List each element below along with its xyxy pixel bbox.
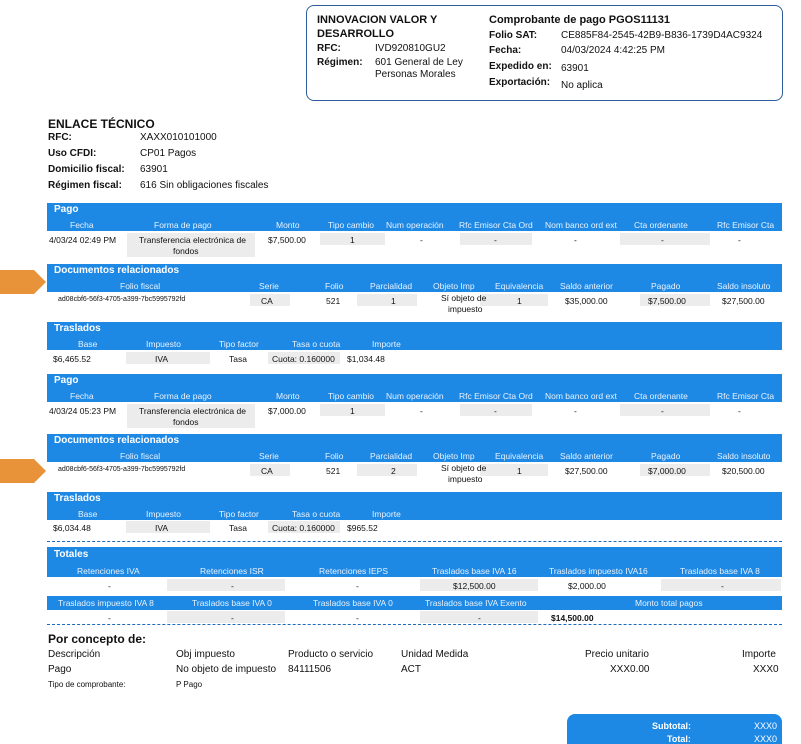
- arrow-marker-1: [0, 270, 46, 294]
- parcialidad-bg-2: [357, 464, 417, 476]
- receiver-rfc: XAXX010101000: [140, 132, 217, 143]
- tot-base-iva0-b: -: [356, 613, 359, 623]
- concepto-importe: XXX0: [753, 664, 779, 675]
- traslados-title-1: Traslados: [54, 323, 101, 334]
- col-folio-fiscal-1: Folio fiscal: [120, 281, 161, 291]
- col-importe-1: Importe: [372, 339, 401, 349]
- pago-nom-banco-1: -: [574, 235, 577, 245]
- cta-ord-bg-1: [620, 233, 710, 245]
- divider-dashed-2: [47, 624, 782, 625]
- tras-tasa-2: Cuota: 0.160000: [272, 523, 335, 533]
- col-objeto-1: Objeto Imp: [433, 281, 475, 291]
- col-base-2: Base: [78, 509, 98, 519]
- tot-imp-iva8-label: Traslados impuesto IVA 8: [58, 598, 154, 608]
- pago-cta-ord-2: -: [661, 406, 664, 416]
- tot-imp-iva8: -: [108, 613, 111, 623]
- col-num-op-1: Num operación: [386, 220, 444, 230]
- pago-num-op-2: -: [420, 406, 423, 416]
- tot-ret-iva: -: [108, 581, 111, 591]
- col-fecha-2: Fecha: [70, 391, 94, 401]
- concepto-descripcion: Pago: [48, 664, 72, 675]
- receiver-rfc-label: RFC:: [48, 132, 72, 143]
- fecha: 04/03/2024 4:42:25 PM: [561, 45, 665, 56]
- issuer-regimen-label: Régimen:: [317, 57, 363, 68]
- tot-base-exento-label: Traslados base IVA Exento: [425, 598, 527, 608]
- concepto-h-precio: Precio unitario: [585, 649, 649, 660]
- pago-rfc-cta-2: -: [738, 406, 741, 416]
- pago-num-op-1: -: [420, 235, 423, 245]
- concepto-h-producto: Producto o servicio: [288, 649, 374, 660]
- col-tipo-cambio-1: Tipo cambio: [328, 220, 374, 230]
- issuer-rfc: IVD920810GU2: [375, 43, 446, 54]
- col-rfc-emisor-2: Rfc Emisor Cta Ord: [459, 391, 533, 401]
- col-pagado-2: Pagado: [651, 451, 681, 461]
- col-tasa-2: Tasa o cuota: [292, 509, 341, 519]
- col-parcialidad-1: Parcialidad: [370, 281, 413, 291]
- doc-parcialidad-1: 1: [391, 296, 396, 306]
- col-nom-banco-2: Nom banco ord ext: [545, 391, 617, 401]
- col-num-op-2: Num operación: [386, 391, 444, 401]
- receiver-regimen: 616 Sin obligaciones fiscales: [140, 180, 269, 191]
- concepto-precio: XXX0.00: [610, 664, 650, 675]
- pago-title-1: Pago: [54, 204, 79, 215]
- pago-fecha-1: 4/03/24 02:49 PM: [49, 235, 117, 245]
- doc-parcialidad-2: 2: [391, 466, 396, 476]
- col-saldo-ant-2: Saldo anterior: [560, 451, 613, 461]
- col-tipo-factor-2: Tipo factor: [219, 509, 259, 519]
- tras-impuesto-1: IVA: [155, 354, 169, 364]
- col-serie-1: Serie: [259, 281, 279, 291]
- doc-objeto-line2-1: impuesto: [448, 304, 483, 314]
- receiver-regimen-label: Régimen fiscal:: [48, 180, 122, 191]
- doc-folio-1: 521: [326, 296, 341, 306]
- concepto-obj: No objeto de impuesto: [176, 664, 277, 675]
- pago-tipo-cambio-1: 1: [350, 235, 355, 245]
- doc-pagado-2: $7,000.00: [648, 466, 686, 476]
- tot-base-iva0-a: -: [231, 613, 234, 623]
- pago-tipo-cambio-2: 1: [350, 406, 355, 416]
- doc-objeto-line1-2: Sí objeto de: [441, 463, 487, 473]
- tot-ret-isr: -: [231, 581, 234, 591]
- col-saldo-ins-1: Saldo insoluto: [717, 281, 771, 291]
- col-cta-ord-1: Cta ordenante: [634, 220, 688, 230]
- tot-base-iva16-label: Traslados base IVA 16: [432, 566, 517, 576]
- issuer-rfc-label: RFC:: [317, 43, 341, 54]
- concepto-title: Por concepto de:: [48, 632, 147, 646]
- tras-base-1: $6,465.52: [53, 354, 91, 364]
- tipo-comprobante-label: Tipo de comprobante:: [48, 680, 126, 689]
- col-folio-fiscal-2: Folio fiscal: [120, 451, 161, 461]
- tras-tipo-factor-2: Tasa: [229, 523, 247, 533]
- tras-impuesto-2: IVA: [155, 523, 169, 533]
- tot-monto-total-label: Monto total pagos: [635, 598, 703, 608]
- col-tipo-cambio-2: Tipo cambio: [328, 391, 374, 401]
- col-base-1: Base: [78, 339, 98, 349]
- fecha-label: Fecha:: [489, 45, 522, 56]
- exportacion: No aplica: [561, 80, 603, 91]
- col-tipo-factor-1: Tipo factor: [219, 339, 259, 349]
- receiver-name: ENLACE TÉCNICO: [48, 117, 155, 131]
- pago-title-2: Pago: [54, 375, 79, 386]
- doc-equivalencia-2: 1: [517, 466, 522, 476]
- exportacion-label: Exportación:: [489, 77, 551, 88]
- doc-saldo-ant-2: $27,500.00: [565, 466, 608, 476]
- col-pagado-1: Pagado: [651, 281, 681, 291]
- subtotal-label: Subtotal:: [652, 721, 691, 731]
- col-cta-ord-2: Cta ordenante: [634, 391, 688, 401]
- col-saldo-ant-1: Saldo anterior: [560, 281, 613, 291]
- traslados-title-2: Traslados: [54, 493, 101, 504]
- doc-serie-2: CA: [261, 466, 273, 476]
- doc-objeto-line2-2: impuesto: [448, 474, 483, 484]
- total-value: XXX0: [754, 734, 778, 744]
- tras-tasa-1: Cuota: 0.160000: [272, 354, 335, 364]
- col-rfc-emisor-1: Rfc Emisor Cta Ord: [459, 220, 533, 230]
- tras-base-2: $6,034.48: [53, 523, 91, 533]
- docs-title-2: Documentos relacionados: [54, 435, 180, 446]
- col-objeto-2: Objeto Imp: [433, 451, 475, 461]
- col-importe-2: Importe: [372, 509, 401, 519]
- doc-folio-fiscal-2: ad08cbf6-56f3-4705-a399-7bc5995792fd: [58, 466, 186, 473]
- totales-title: Totales: [54, 549, 89, 560]
- tras-importe-1: $1,034.48: [347, 354, 385, 364]
- parcialidad-bg-1: [357, 294, 417, 306]
- voucher-title: Comprobante de pago PGOS11131: [489, 14, 670, 26]
- pago-monto-1: $7,500.00: [268, 235, 306, 245]
- issuer-name-line1: INNOVACION VALOR Y: [317, 14, 438, 26]
- concepto-h-unidad: Unidad Medida: [401, 649, 469, 660]
- pago-monto-2: $7,000.00: [268, 406, 306, 416]
- tras-tipo-factor-1: Tasa: [229, 354, 247, 364]
- pago-fecha-2: 4/03/24 05:23 PM: [49, 406, 117, 416]
- col-tasa-1: Tasa o cuota: [292, 339, 341, 349]
- subtotal-value: XXX0: [754, 721, 778, 731]
- tot-ret-ieps: -: [356, 581, 359, 591]
- pago-rfc-cta-1: -: [738, 235, 741, 245]
- tot-imp-iva16-label: Traslados impuesto IVA16: [549, 566, 648, 576]
- tot-base-iva8-label: Traslados base IVA 8: [680, 566, 760, 576]
- doc-equivalencia-1: 1: [517, 296, 522, 306]
- col-monto-2: Monto: [276, 391, 300, 401]
- equiv-bg-1: [480, 294, 548, 306]
- tot-base-iva16: $12,500.00: [453, 581, 496, 591]
- docs-title-1: Documentos relacionados: [54, 265, 180, 276]
- tot-base-iva8: -: [721, 581, 724, 591]
- totales-section: [47, 547, 782, 577]
- tot-row2-bg-a: [167, 611, 285, 623]
- doc-pagado-1: $7,500.00: [648, 296, 686, 306]
- tot-row1-bg-a: [167, 579, 285, 591]
- pago-forma-line2-1: fondos: [173, 246, 199, 256]
- doc-saldo-ant-1: $35,000.00: [565, 296, 608, 306]
- pago-rfc-emisor-1: -: [494, 235, 497, 245]
- tras-importe-2: $965.52: [347, 523, 378, 533]
- pago-nom-banco-2: -: [574, 406, 577, 416]
- concepto-producto: 84111506: [288, 664, 332, 675]
- col-forma-1: Forma de pago: [154, 220, 212, 230]
- col-folio-1: Folio: [325, 281, 344, 291]
- doc-saldo-ins-2: $20,500.00: [722, 466, 765, 476]
- issuer-regimen-line2: Personas Morales: [375, 69, 456, 80]
- expedido-label: Expedido en:: [489, 61, 552, 72]
- tot-monto-total: $14,500.00: [551, 613, 594, 623]
- col-fecha-1: Fecha: [70, 220, 94, 230]
- concepto-h-obj: Obj impuesto: [176, 649, 235, 660]
- col-saldo-ins-2: Saldo insoluto: [717, 451, 771, 461]
- concepto-h-descripcion: Descripción: [48, 649, 101, 660]
- issuer-regimen-line1: 601 General de Ley: [375, 57, 463, 68]
- tot-base-iva0-label-b: Traslados base IVA 0: [313, 598, 393, 608]
- tot-imp-iva16: $2,000.00: [568, 581, 606, 591]
- doc-serie-1: CA: [261, 296, 273, 306]
- arrow-marker-2: [0, 459, 46, 483]
- tot-base-exento: -: [478, 613, 481, 623]
- doc-saldo-ins-1: $27,500.00: [722, 296, 765, 306]
- doc-folio-2: 521: [326, 466, 341, 476]
- col-monto-1: Monto: [276, 220, 300, 230]
- total-label: Total:: [667, 734, 691, 744]
- expedido: 63901: [561, 63, 589, 74]
- equiv-bg-2: [480, 464, 548, 476]
- receiver-uso: CP01 Pagos: [140, 148, 197, 159]
- col-impuesto-1: Impuesto: [146, 339, 181, 349]
- issuer-name-line2: DESARROLLO: [317, 28, 394, 40]
- divider-dashed-1: [47, 541, 782, 542]
- col-rfc-cta-1: Rfc Emisor Cta: [717, 220, 775, 230]
- concepto-unidad: ACT: [401, 664, 421, 675]
- col-rfc-cta-2: Rfc Emisor Cta: [717, 391, 775, 401]
- tot-ret-iva-label: Retenciones IVA: [77, 566, 140, 576]
- doc-objeto-line1-1: Sí objeto de: [441, 293, 487, 303]
- col-forma-2: Forma de pago: [154, 391, 212, 401]
- receiver-uso-label: Uso CFDI:: [48, 148, 97, 159]
- pago-rfc-emisor-2: -: [494, 406, 497, 416]
- pago-cta-ord-1: -: [661, 235, 664, 245]
- folio-sat-label: Folio SAT:: [489, 30, 538, 41]
- col-folio-2: Folio: [325, 451, 344, 461]
- tot-ret-isr-label: Retenciones ISR: [200, 566, 264, 576]
- pago-forma-line1-1: Transferencia electrónica de: [139, 235, 246, 245]
- col-serie-2: Serie: [259, 451, 279, 461]
- col-impuesto-2: Impuesto: [146, 509, 181, 519]
- tipo-comprobante-value: P Pago: [176, 680, 203, 689]
- folio-sat: CE885F84-2545-42B9-B836-1739D4AC9324: [561, 30, 763, 41]
- receiver-domicilio-label: Domicilio fiscal:: [48, 164, 125, 175]
- col-parcialidad-2: Parcialidad: [370, 451, 413, 461]
- tot-base-iva0-label-a: Traslados base IVA 0: [192, 598, 272, 608]
- pago-forma-line2-2: fondos: [173, 417, 199, 427]
- col-nom-banco-1: Nom banco ord ext: [545, 220, 617, 230]
- pago-forma-line1-2: Transferencia electrónica de: [139, 406, 246, 416]
- col-equivalencia-2: Equivalencia: [495, 451, 544, 461]
- tot-ret-ieps-label: Retenciones IEPS: [319, 566, 388, 576]
- doc-folio-fiscal-1: ad08cbf6-56f3-4705-a399-7bc5995792fd: [58, 296, 186, 303]
- receiver-domicilio: 63901: [140, 164, 168, 175]
- cta-ord-bg-2: [620, 404, 710, 416]
- col-equivalencia-1: Equivalencia: [495, 281, 544, 291]
- concepto-h-importe: Importe: [742, 649, 776, 660]
